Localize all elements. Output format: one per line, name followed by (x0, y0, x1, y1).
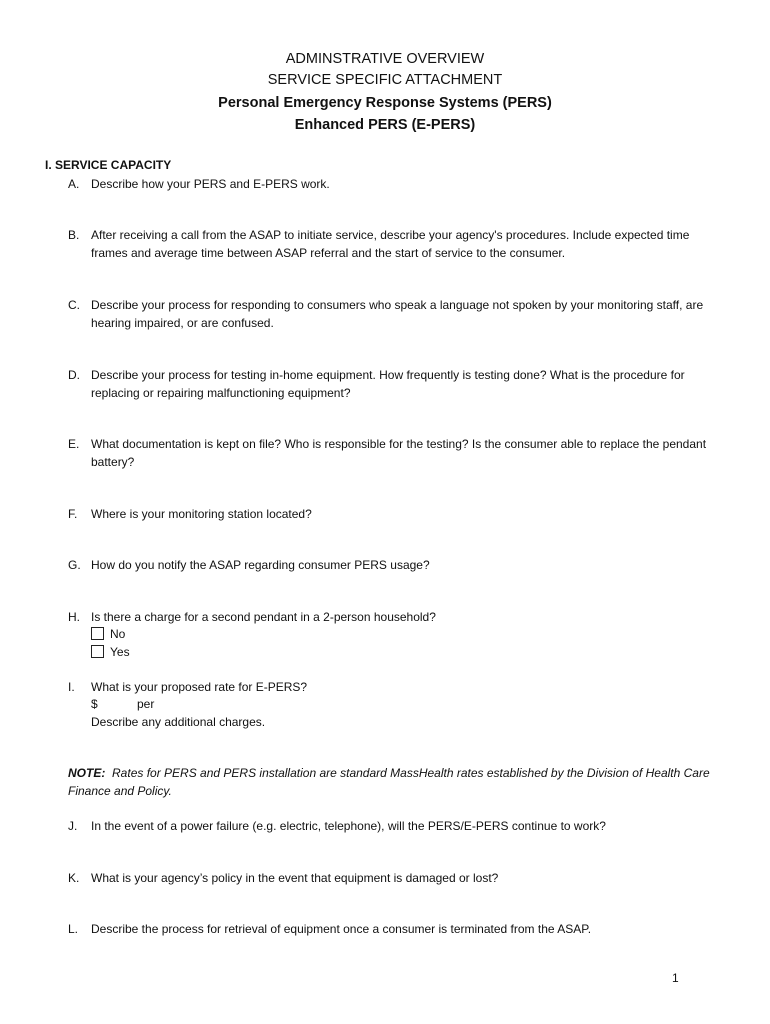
question-text: Describe how your PERS and E-PERS work. (91, 177, 330, 191)
question-letter: D. (68, 368, 80, 382)
rate-per-label: per (137, 697, 155, 711)
question-h (68, 609, 728, 627)
question-c (68, 297, 728, 332)
question-b (68, 227, 728, 262)
question-text: Is there a charge for a second pendant in a 2-person household? (91, 610, 436, 624)
question-text: Where is your monitoring station located? (91, 507, 312, 521)
question-letter: F. (68, 507, 78, 521)
question-text: What documentation is kept on file? Who is responsible for the testing? Is the consumer able to replace the pendant battery? (91, 437, 707, 469)
note-lead: NOTE: (68, 766, 106, 780)
question-text: Describe your process for testing in-home equipment. How frequently is testing done? What is the procedure for replacing or repairing malfunctioning equipment? (91, 368, 685, 400)
no-option-label: No (110, 627, 126, 641)
question-letter: A. (68, 177, 80, 191)
header-line-1: ADMINSTRATIVE OVERVIEW (285, 51, 485, 67)
question-text: Describe your process for responding to consumers who speak a language not spoken by your monitoring staff, are hearing impaired, or are confused. (91, 298, 704, 330)
question-text: What is your proposed rate for E-PERS? (91, 680, 308, 694)
question-letter: K. (68, 871, 80, 885)
header-title: Personal Emergency Response Systems (PERS) (218, 95, 552, 111)
question-text: In the event of a power failure (e.g. electric, telephone), will the PERS/E-PERS continue to work? (91, 819, 606, 833)
question-e (68, 436, 728, 471)
question-g (68, 557, 728, 575)
question-letter: E. (68, 437, 80, 451)
section-title: I. SERVICE CAPACITY (45, 158, 172, 172)
yes-checkbox[interactable] (91, 645, 104, 658)
question-l (68, 921, 728, 939)
question-letter: L. (68, 922, 79, 936)
note-text: Rates for PERS and PERS installation are standard MassHealth rates established by the Division of Health Care Finance and Policy. (68, 766, 710, 798)
no-checkbox[interactable] (91, 627, 104, 640)
header-subtitle: Enhanced PERS (E-PERS) (294, 117, 476, 133)
yes-option-label: Yes (110, 645, 130, 659)
question-text: After receiving a call from the ASAP to initiate service, describe your agency's procedures. Include expected time frames and average time between ASAP referral and the start of service to the consumer. (91, 228, 690, 260)
question-j (68, 818, 728, 836)
question-letter: H. (68, 610, 80, 624)
question-k (68, 870, 728, 888)
question-i (68, 679, 728, 697)
page-number: 1 (672, 971, 679, 985)
question-text: What is your agency’s policy in the event that equipment is damaged or lost? (91, 871, 499, 885)
additional-charges-prompt: Describe any additional charges. (91, 715, 266, 729)
question-letter: I. (68, 680, 75, 694)
rates-note (68, 765, 728, 800)
question-d (68, 367, 728, 402)
question-a (68, 176, 728, 194)
question-text: How do you notify the ASAP regarding consumer PERS usage? (91, 558, 430, 572)
question-f (68, 506, 728, 524)
header-line-2: SERVICE SPECIFIC ATTACHMENT (267, 72, 503, 88)
rate-currency: $ (91, 697, 98, 711)
question-letter: G. (68, 558, 81, 572)
question-letter: C. (68, 298, 80, 312)
question-text: Describe the process for retrieval of equipment once a consumer is terminated from the ASAP. (91, 922, 592, 936)
question-letter: J. (68, 819, 78, 833)
question-letter: B. (68, 228, 80, 242)
